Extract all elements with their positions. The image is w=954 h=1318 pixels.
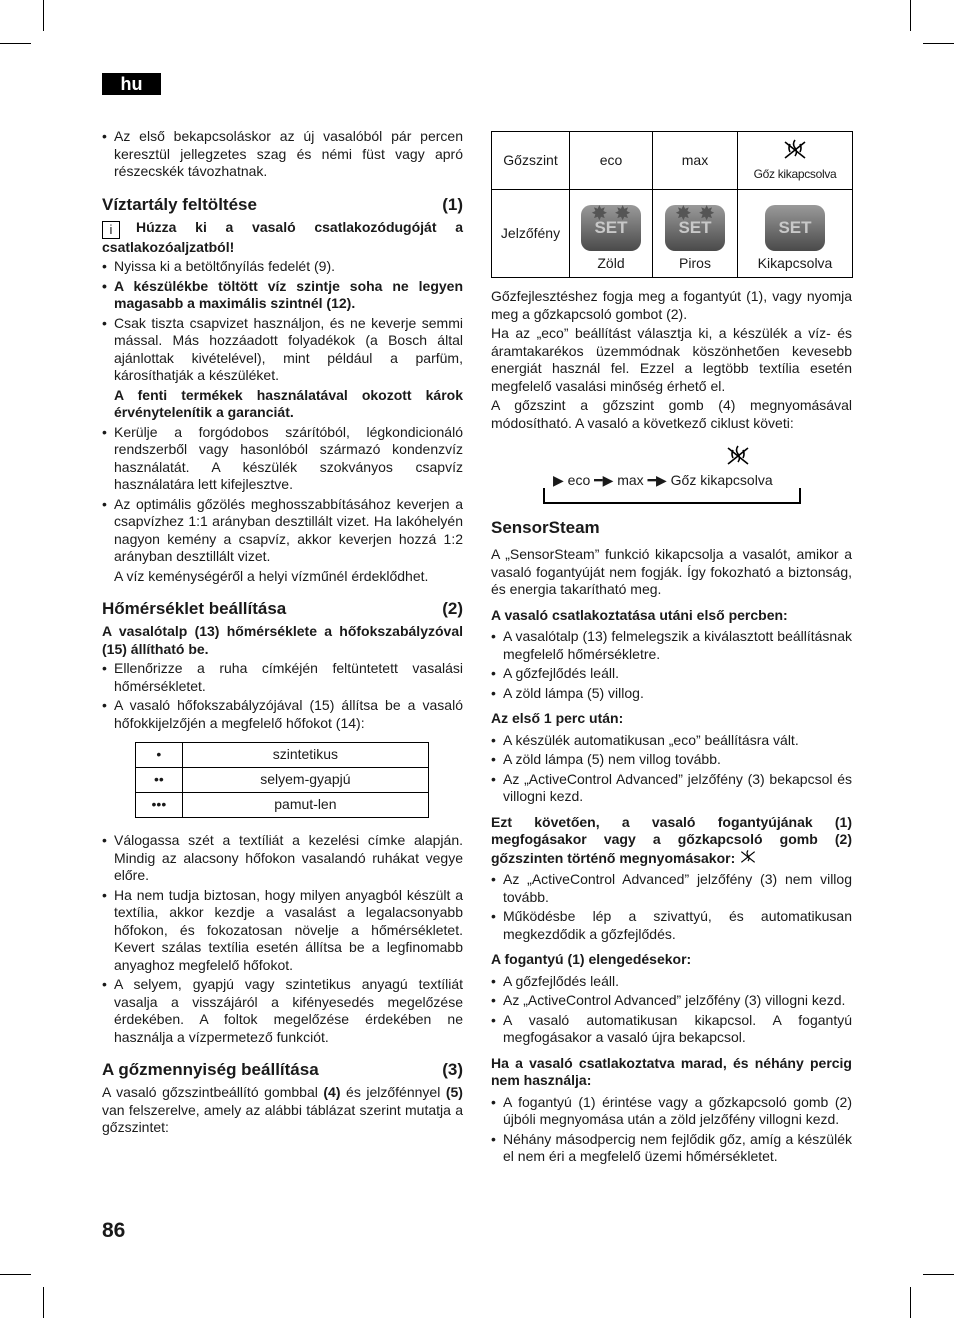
unplug-warning: i Húzza ki a vasaló csatlakozódugóját a csatlakozóaljzatból! — [102, 218, 463, 255]
list-item: • A készülék automatikusan „eco” beállításra vált. — [491, 732, 852, 750]
list-item: • A készülékbe töltött víz szintje soha ne legyen magasabb a maximális szintnél (12). — [102, 278, 463, 313]
set-button-icon: ✸ SET ✸ — [665, 205, 725, 251]
steam-intro: A vasaló gőzszintbeállító gombbal (4) és jelzőfénnyel (5) van felszerelve, amely az alábbi táblázat szerint mutatja a gőzszintet: — [102, 1084, 463, 1135]
temp-dots: •• — [136, 768, 183, 793]
warranty-note: A fenti termékek használatával okozott károk érvénytelenítik a garanciát. — [114, 386, 463, 420]
temperature-table — [135, 742, 429, 818]
temperature-lead: A vasalótalp (13) hőmérséklete a hőfokszabályzóval (15) állítható be. — [102, 623, 463, 657]
temp-dots: ••• — [136, 793, 183, 818]
list-item: • Az optimális gőzölés meghosszabbításához keverjen a csapvízhez 1:1 arányban desztillált vizet. Ha lakóhelyén nagyon kemény a csapvíz, akkor keverjen hozzá 1:2 arányban desztillált vizet. — [102, 496, 463, 566]
section-heading-water-tank: Víztartály feltöltése (1) — [102, 194, 463, 214]
sensorsteam-heading: SensorSteam — [491, 518, 600, 537]
subheading: A fogantyú (1) elengedésekor: — [491, 951, 692, 967]
list-item: • Az „ActiveControl Advanced” jelzőfény (3) nem villog tovább. — [491, 871, 852, 906]
steam-off-icon — [782, 138, 808, 162]
list-item: • Az „ActiveControl Advanced” jelzőfény (3) bekapcsol és villogni kezd. — [491, 771, 852, 806]
list-item: • Néhány másodpercig nem fejlődik gőz, amíg a készülék el nem éri a megfelelő üzemi hőmérsékletet. — [491, 1131, 852, 1166]
temp-dots: • — [136, 743, 183, 768]
list-item: • Csak tiszta csapvizet használjon, és ne keverje semmi mással. Más hozzáadott folyadékok (a Bosch által ajánlottak kivételével), mint például a parfüm, károsíthatják a készüléket. A fenti termékek használatával okozott károk érvénytelenítik a garanciát. — [102, 315, 463, 422]
crop-mark — [910, 1287, 911, 1318]
info-icon: i — [102, 221, 120, 239]
paragraph: A gőzszint a gőzszint gomb (4) megnyomásával módosítható. A vasaló a következő ciklust követi: — [491, 397, 852, 431]
table-row — [136, 793, 429, 818]
crop-mark — [43, 0, 44, 31]
indicator-green: ✸ SET ✸ Zöld — [570, 190, 653, 278]
table-row — [492, 132, 853, 190]
steam-off: Gőz kikapcsolva — [738, 132, 853, 190]
list-item: • A vasaló hőfokszabályzójával (15) állítsa be a vasaló hőfokkijelzőjén a megfelelő hőfokot (14): — [102, 697, 463, 732]
crop-mark — [43, 1287, 44, 1318]
crop-mark — [0, 1274, 31, 1275]
steam-off-icon — [725, 444, 751, 468]
arrow-right-icon: ▶ — [553, 472, 564, 488]
crop-mark — [910, 0, 911, 31]
subheading: Ha a vasaló csatlakoztatva marad, és néhány percig nem használja: — [491, 1054, 852, 1088]
steam-max: max — [653, 132, 738, 190]
list-item: • Működésbe lép a szivattyú, és automatikusan megkezdődik a gőzfejlődés. — [491, 908, 852, 943]
cycle-return-line — [543, 488, 801, 504]
paragraph: A „SensorSteam” funkció kikapcsolja a vasalót, amikor a vasaló fogantyúját nem fogják. Így fokozható a biztonság, és energia takarítható meg. — [491, 546, 852, 597]
list-item: • A gőzfejlődés leáll. — [491, 973, 852, 991]
indicator-red: ✸ SET ✸ Piros — [653, 190, 738, 278]
steam-level-table — [491, 131, 853, 278]
crop-mark — [923, 1274, 954, 1275]
right-column — [491, 288, 852, 1168]
intro-item: • Az első bekapcsoláskor az új vasalóból pár percen keresztül jellegzetes szag és némi füst vagy apró részecskék távozhatnak. — [102, 128, 463, 181]
list-item: • Nyissa ki a betöltőnyílás fedelét (9). — [102, 258, 463, 276]
list-item: • A vasaló automatikusan kikapcsol. A fogantyú megfogásakor a vasaló újra bekapcsol. — [491, 1012, 852, 1047]
arrow-right-icon: ━▶ — [647, 472, 667, 488]
table-row — [136, 768, 429, 793]
list-item: • A zöld lámpa (5) villog. — [491, 685, 852, 703]
steam-cycle-diagram — [491, 444, 852, 504]
list-item: • A fogantyú (1) érintése vagy a gőzkapcsoló gomb (2) újbóli megnyomása után a zöld jelzőfény villogni kezd. — [491, 1094, 852, 1129]
table-row — [136, 743, 429, 768]
list-item: • Ha nem tudja biztosan, hogy milyen anyagból készült a textília, akkor kezdje a vasalást a legalacsonyabb hőfokon, és fokozatosan növelje a hőmérsékletet. Kevert szálas textília esetén állítsa be a legfinomabb anyaghoz megfelelő hőfokot. — [102, 887, 463, 975]
indicator-off: SET Kikapcsolva — [738, 190, 853, 278]
list-item: • A gőzfejlődés leáll. — [491, 665, 852, 683]
set-button-icon: ✸ SET ✸ — [581, 205, 641, 251]
temp-label: szintetikus — [182, 743, 428, 768]
list-item: • A vasalótalp (13) felmelegszik a kiválasztott beállításnak megfelelő hőmérsékletre. — [491, 628, 852, 663]
subheading: A vasaló csatlakoztatása utáni első percben: — [491, 606, 788, 623]
temp-label: selyem-gyapjú — [182, 768, 428, 793]
set-button-icon: SET — [765, 205, 825, 251]
section-heading-steam: A gőzmennyiség beállítása (3) — [102, 1060, 463, 1079]
temp-label: pamut-len — [182, 793, 428, 818]
paragraph: Ha az „eco” beállítást választja ki, a készülék a víz- és áramtakarékos üzemmódnak köszönhetően kevesebb energiát használ fel. Ezzel a legtöbb textília esetén megfelelő vasalási minőség érhető el. — [491, 325, 852, 394]
language-tab: hu — [102, 73, 161, 95]
indicator-label: Jelzőfény — [492, 190, 570, 278]
cycle-steps: ▶ eco ━▶ max ━▶ Gőz kikapcsolva — [553, 472, 773, 488]
list-item: • Válogassa szét a textíliát a kezelési címke alapján. Mindig az alacsony hőfokon vasalandó ruhákat vegye előre. — [102, 832, 463, 885]
crop-mark — [923, 43, 954, 44]
arrow-right-icon: ━▶ — [594, 472, 614, 488]
steam-level-label: Gőzszint — [492, 132, 570, 190]
table-row — [492, 190, 853, 278]
section-heading-temperature: Hőmérséklet beállítása (2) — [102, 599, 463, 618]
paragraph: Gőzfejlesztéshez fogja meg a fogantyút (1), vagy nyomja meg a gőzkapcsoló gombot (2). — [491, 288, 852, 322]
subheading: Az első 1 perc után: — [491, 710, 624, 726]
page-number: 86 — [102, 1219, 126, 1242]
list-item: • Az „ActiveControl Advanced” jelzőfény (3) villogni kezd. — [491, 992, 852, 1010]
left-column — [102, 128, 463, 1139]
list-item: • Kerülje a forgódobos szárítóból, légkondicionáló rendszerből vagy hasonlóból származó kondenzvíz használatát. A készülék szokványos csapvíz használatára lett kifejlesztve. — [102, 424, 463, 494]
water-hardness-note: A víz keménységéről a helyi vízműnél érdeklődhet. — [114, 567, 429, 584]
steam-off-icon — [739, 849, 757, 865]
subheading: Ezt követően, a vasaló fogantyújának (1) megfogásakor vagy a gőzkapcsoló gomb (2) gőzszinten történő megnyomásakor: — [491, 813, 852, 866]
list-item: • Ellenőrizze a ruha címkéjén feltüntetett vasalási hőmérsékletet. — [102, 660, 463, 695]
crop-mark — [0, 43, 31, 44]
list-item: • A zöld lámpa (5) nem villog tovább. — [491, 751, 852, 769]
list-item: • A selyem, gyapjú vagy szintetikus anyagú textíliát vasalja a visszájáról a kifényesedés megelőzése érdekében. A foltok megelőzése érdekében ne használja a vízpermetező funkciót. — [102, 976, 463, 1046]
steam-eco: eco — [570, 132, 653, 190]
